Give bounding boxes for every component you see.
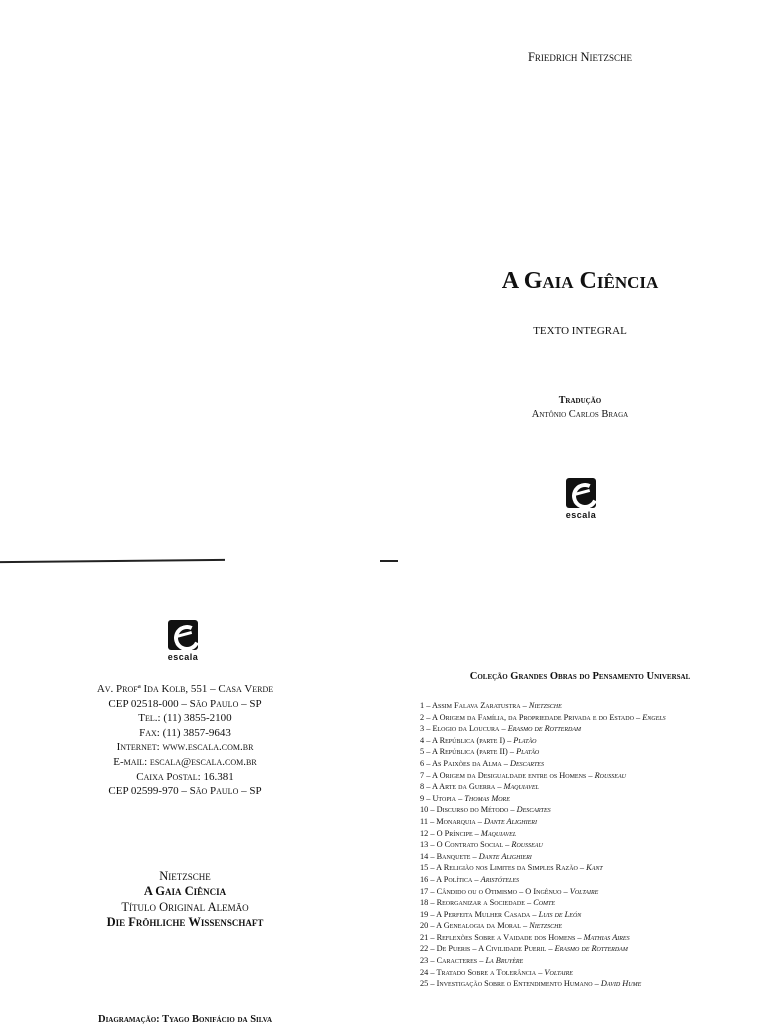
collection-item [420, 746, 750, 758]
collection-item-author: Nietzsche [528, 701, 562, 710]
contact-line: Av. Profª Ida Kolb, 551 – Casa Verde [96, 683, 274, 695]
collection-item [420, 781, 750, 793]
collection-item-title: 23 – Caracteres – [420, 956, 486, 966]
collection-item-title: 15 – A Religião nos Limites da Simples Razão – [420, 863, 587, 873]
logo-text: escala [565, 510, 597, 520]
collection-item-title: 17 – Cândido ou o Otimismo – O Ingênuo – [420, 886, 570, 896]
collection-item-author: Nietzsche [529, 921, 563, 931]
collection-title: Coleção Grandes Obras do Pensamento Universal [469, 671, 691, 682]
collection-item-author: Rousseau [511, 840, 543, 850]
collection-item-title: 8 – A Arte da Guerra – [420, 782, 504, 792]
collection-item-author: Kant [586, 863, 603, 873]
collection-item-title: 21 – Reflexões Sobre a Vaidade dos Homens – [420, 932, 584, 942]
logo-text: escala [167, 652, 199, 662]
book-title-credit: A Gaia Ciência [143, 884, 227, 898]
collection-item-title: 19 – A Perfeita Mulher Casada – [420, 909, 539, 919]
author-name: Friedrich Nietzsche [527, 50, 633, 64]
publisher-logo [563, 478, 599, 524]
contact-line: Internet: www.escala.com.br [116, 741, 254, 754]
translator-name: Antônio Carlos Braga [531, 409, 629, 420]
collection-item [420, 700, 750, 712]
collection-item-author: Mathias Aires [583, 932, 630, 942]
escala-logo-icon [566, 478, 596, 508]
collection-item-title: 12 – O Príncipe – [420, 828, 481, 838]
collection-item [420, 839, 750, 851]
book-author-credit: Nietzsche [159, 869, 211, 883]
collection-item-author: Engels [642, 712, 666, 722]
original-title: Die Fröhliche Wissenschaft [106, 915, 264, 929]
collection-item-title: 1 – Assim Falava Zaratustra – [420, 701, 529, 710]
collection-item [420, 723, 750, 735]
collection-item-author: David Hume [600, 979, 642, 989]
collection-item-title: 11 – Monarquia – [420, 816, 484, 826]
collection-item-title: 7 – A Origem da Desigualdade entre os Homens – [420, 770, 595, 780]
page-edge-line-right [380, 560, 398, 562]
publisher-logo-small [165, 620, 201, 666]
collection-item-title: 13 – O Contrato Social – [420, 840, 512, 850]
publisher-contact [60, 682, 310, 799]
collection-item [420, 712, 750, 724]
contact-line: CEP 02599-970 – São Paulo – SP [108, 785, 262, 798]
collection-item [420, 851, 750, 863]
contact-line: E-mail: escala@escala.com.br [113, 755, 257, 768]
contact-line: Fax: (11) 3857-9643 [139, 726, 231, 739]
collection-item [420, 943, 750, 955]
translation-label: Tradução [558, 395, 602, 406]
original-title-label: Título Original Alemão [121, 900, 249, 914]
collection-item-title: 10 – Discurso do Método – [420, 805, 517, 815]
collection-item-author: Aristóteles [480, 874, 520, 884]
collection-item-author: Comte [533, 898, 556, 908]
contact-line: Tel.: (11) 3855-2100 [138, 712, 232, 725]
collection-item-title: 25 – Investigação Sobre o Entendimento Humano – [420, 979, 601, 989]
contact-line: CEP 02518-000 – São Paulo – SP [108, 697, 262, 710]
collection-item-author: Platão [513, 735, 537, 745]
collection-item [420, 897, 750, 909]
collection-item-author: Descartes [516, 805, 551, 815]
collection-item-author: Descartes [509, 758, 544, 768]
escala-logo-icon [168, 620, 198, 650]
collection-item [420, 828, 750, 840]
collection-item [420, 874, 750, 886]
collection-item-author: Erasmo de Rotterdam [554, 944, 628, 954]
collection-item-author: Voltaire [544, 967, 573, 977]
collection-item-title: 2 – A Origem da Família, da Propriedade Privada e do Estado – [420, 712, 643, 722]
collection-item-title: 16 – A Política – [420, 874, 481, 884]
collection-item-author: Platão [516, 747, 540, 757]
collection-item-title: 20 – A Genealogia da Moral – [420, 921, 530, 931]
collection-item-title: 6 – As Paixões da Alma – [420, 758, 510, 768]
contact-line: Caixa Postal: 16.381 [136, 770, 234, 783]
collection-item-author: Voltaire [569, 886, 599, 896]
collection-item-author: Dante Alighieri [478, 851, 532, 861]
collection-item [420, 967, 750, 979]
collection-item-title: 4 – A República (parte I) – [420, 735, 514, 745]
collection-item [420, 816, 750, 828]
collection-item [420, 735, 750, 747]
collection-item-author: Dante Alighieri [483, 816, 537, 826]
collection-item [420, 770, 750, 782]
collection-item-title: 3 – Elogio da Loucura – [420, 724, 508, 734]
collection-item-title: 14 – Banquete – [420, 851, 479, 861]
collection-item-title: 22 – De Pueris – A Civilidade Pueril – [420, 944, 555, 954]
book-subtitle: TEXTO INTEGRAL [533, 325, 627, 337]
collection-item-title: 5 – A República (parte II) – [420, 747, 517, 757]
collection-item-title: 9 – Utopia – [420, 793, 465, 803]
collection-item-author: La Bruyère [485, 956, 524, 966]
collection-item [420, 932, 750, 944]
collection-item-title: 18 – Reorganizar a Sociedade – [420, 898, 534, 908]
collection-item [420, 793, 750, 805]
collection-item-author: Luis de León [538, 909, 582, 919]
collection-item [420, 909, 750, 921]
collection-item [420, 886, 750, 898]
collection-item [420, 804, 750, 816]
collection-item [420, 978, 750, 990]
book-title: A Gaia Ciência [501, 268, 659, 294]
collection-item-author: Rousseau [594, 770, 626, 780]
collection-item [420, 920, 750, 932]
collection-item-title: 24 – Tratado Sobre a Tolerância – [420, 967, 545, 977]
collection-item-author: Thomas More [464, 793, 510, 803]
collection-list [420, 700, 750, 990]
collection-item [420, 862, 750, 874]
collection-item-author: Erasmo de Rotterdam [507, 724, 581, 734]
collection-item-author: Maquiavel [480, 828, 517, 838]
layout-credit: Diagramação: Tyago Bonifácio da Silva [98, 1014, 272, 1025]
collection-item [420, 758, 750, 770]
page-edge-line-left [0, 559, 225, 563]
collection-item-author: Maquiavel [503, 782, 539, 792]
collection-item [420, 955, 750, 967]
